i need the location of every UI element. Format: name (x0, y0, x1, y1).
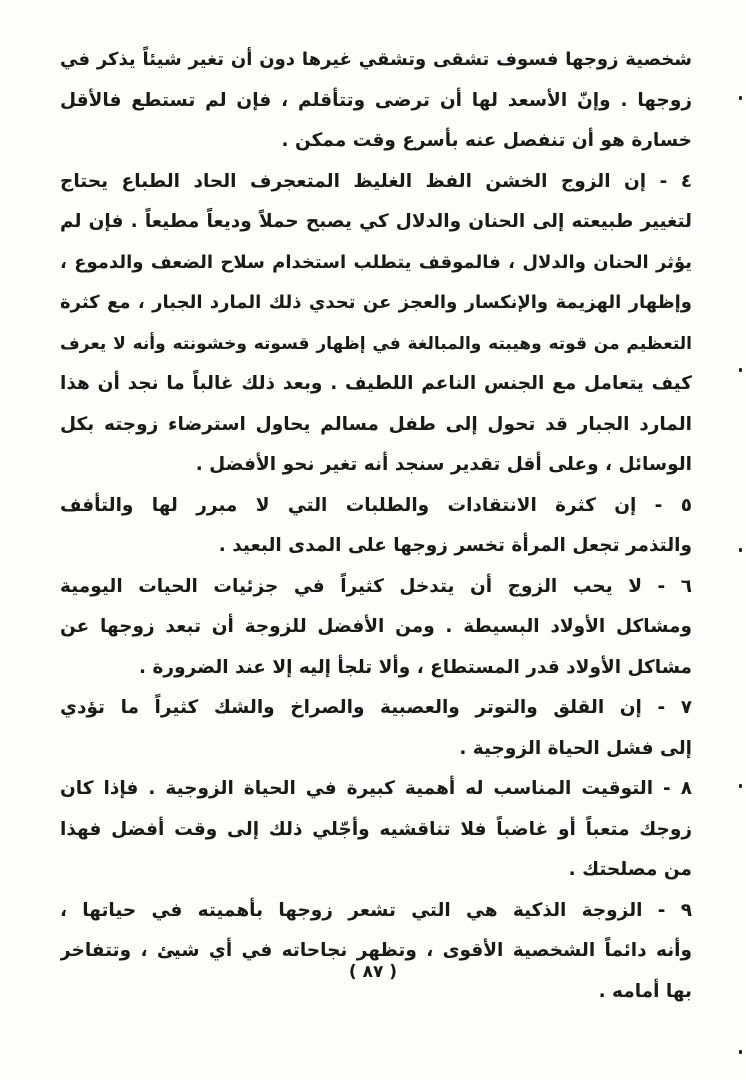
edge-speck (739, 548, 742, 552)
edge-speck (739, 784, 742, 788)
text-line: ٩ - الزوجة الذكية هي التي تشعر زوجها بأهميته في حياتها ، (60, 899, 692, 921)
edge-speck (739, 1050, 742, 1054)
text-line: من مصلحتك . (568, 859, 692, 880)
text-line: مشاكل الأولاد قدر المستطاع ، وألا تلجأ إليه إلا عند الضرورة . (139, 656, 692, 678)
text-line: التعظيم من قوته وهيبته والمبالغة في إظهار قسوته وخشونته وأنه لا يعرف (60, 333, 692, 354)
text-line: وإظهار الهزيمة والإنكسار والعجز عن تحدي ذلك المارد الجبار ، مع كثرة (60, 292, 692, 313)
text-line: يؤثر الحنان والدلال ، فالموقف يتطلب استخدام سلاح الضعف والدموع ، (60, 251, 692, 273)
text-line: ٧ - إن القلق والتوتر والعصبية والصراخ والشك كثيراً ما تؤدي (60, 697, 692, 718)
text-line: الوسائل ، وعلى أقل تقدير سنجد أنه تغير نحو الأفضل . (195, 454, 692, 475)
text-line: ٦ - لا يحب الزوج أن يتدخل كثيراً في جزئيات الحيات اليومية (60, 575, 692, 597)
text-line: زوجها . وإنّ الأسعد لها أن ترضى وتتأقلم ، فإن لم تستطع فالأقل (60, 89, 692, 111)
text-line: كيف يتعامل مع الجنس الناعم اللطيف . وبعد ذلك غالباً ما نجد أن هذا (60, 373, 692, 394)
text-line: ٤ - إن الزوج الخشن الفظ الغليظ المتعجرف الحاد الطباع يحتاج (60, 170, 692, 192)
edge-speck (739, 368, 742, 372)
text-line: لتغيير طبيعته إلى الحنان والدلال كي يصبح حملاً وديعاً مطيعاً . فإن لم (60, 211, 692, 232)
text-line: ٥ - إن كثرة الانتقادات والطلبات التي لا مبرر لها والتأفف (60, 494, 692, 516)
text-line: ٨ - التوقيت المناسب له أهمية كبيرة في الحياة الزوجية . فإذا كان (60, 778, 692, 799)
page-number: ( ٨٧ ) (348, 962, 398, 982)
text-line: خسارة هو أن تنفصل عنه بأسرع وقت ممكن . (281, 130, 692, 151)
body-text (60, 40, 692, 1012)
text-line: ومشاكل الأولاد البسيطة . ومن الأفضل للزوجة أن تبعد زوجها عن (60, 616, 692, 637)
text-line: وأنه دائماً الشخصية الأقوى ، وتظهر نجاحاته في أي شيئ ، وتتفاخر (60, 940, 692, 961)
text-line: شخصية زوجها فسوف تشقى وتشقي غيرها دون أن تغير شيئاً يذكر في (60, 49, 692, 70)
text-line: بها أمامه . (598, 980, 692, 1002)
text-line: المارد الجبار قد تحول إلى طفل مسالم يحاول استرضاء زوجته بكل (60, 413, 692, 435)
text-line: والتذمر تجعل المرأة تخسر زوجها على المدى البعيد . (218, 535, 692, 556)
text-line: زوجك متعباً أو غاضباً فلا تناقشيه وأجّلي ذلك إلى وقت أفضل فهذا (60, 818, 692, 840)
text-line: إلى فشل الحياة الزوجية . (459, 737, 692, 759)
edge-speck (739, 96, 742, 100)
